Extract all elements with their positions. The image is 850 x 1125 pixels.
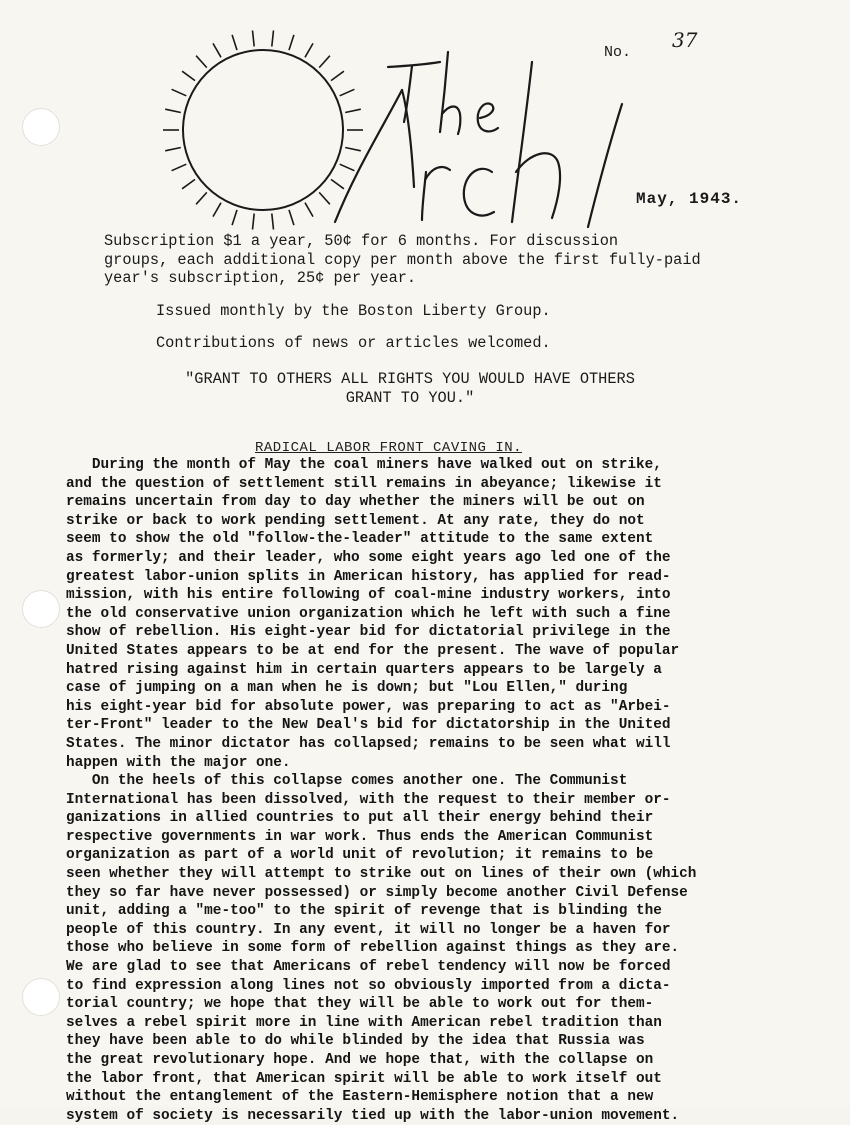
article-line: ganizations in allied countries to put all their energy behind their (66, 810, 654, 827)
article-line: show of rebellion. His eight-year bid for dictatorial privilege in the (66, 624, 671, 641)
sun-ray (305, 203, 313, 217)
article-line: States. The minor dictator has collapsed; remains to be seen what will (66, 735, 671, 752)
sun-ray (253, 31, 255, 47)
article-line: ter-Front" leader to the New Deal's bid for dictatorship in the United (66, 717, 671, 734)
publisher-line: Issued monthly by the Boston Liberty Group. (156, 302, 551, 320)
article-line: selves a rebel spirit more in line with American rebel tradition than (66, 1014, 662, 1031)
article-line: people of this country. In any event, it will no longer be a haven for (66, 921, 671, 938)
article-line: unit, adding a "me-too" to the spirit of revenge that is blinding the (66, 903, 662, 920)
article-line: hatred rising against him in certain quarters appears to be largely a (66, 661, 662, 678)
title-lettering (335, 52, 622, 227)
article-line: to find expression along lines not so obviously imported from a dicta- (66, 977, 671, 994)
sun-ray (345, 109, 361, 112)
article-line: they have been able to do while blinded by the idea that Russia was (66, 1033, 645, 1050)
sun-ray (340, 89, 355, 96)
subscription-info: Subscription $1 a year, 50¢ for 6 months. For discussion groups, each additional copy per month above the first fully-paid year's subscription, 25¢ per year. (104, 232, 701, 287)
issue-label: No. (604, 44, 632, 61)
article-line: International has been dissolved, with the request to their member or- (66, 791, 671, 808)
article-line: those who believe in some form of rebellion against things as they are. (66, 940, 680, 957)
article-line: torial country; we hope that they will be able to work out for them- (66, 996, 654, 1013)
article-body (66, 456, 826, 1125)
issue-date: May, 1943. (636, 190, 743, 208)
punch-hole (22, 108, 60, 146)
article-line: as formerly; and their leader, who some eight years ago led one of the (66, 549, 671, 566)
sun-ray (232, 210, 237, 225)
article-title: RADICAL LABOR FRONT CAVING IN. (255, 440, 523, 456)
article-line: without the entanglement of the Eastern-Hemisphere notion that a new (66, 1089, 654, 1106)
article-line: On the heels of this collapse comes another one. The Communist (66, 773, 628, 790)
sun-ray (213, 203, 221, 217)
motto: "GRANT TO OTHERS ALL RIGHTS YOU WOULD HAVE OTHERS GRANT TO YOU." (185, 370, 635, 407)
article-line: organization as part of a world unit of revolution; it remains to be (66, 847, 654, 864)
sun-ray (253, 214, 255, 230)
article-line: During the month of May the coal miners have walked out on strike, (66, 457, 662, 473)
article-line: United States appears to be at end for the present. The wave of popular (66, 642, 680, 659)
sun-ray (289, 35, 294, 50)
sun-ray (213, 43, 221, 57)
sun-ray (345, 148, 361, 151)
sun-ray (272, 214, 274, 230)
article-line: case of jumping on a man when he is down; but "Lou Ellen," during (66, 680, 628, 697)
article-line: remains uncertain from day to day whether the miners will be out on (66, 494, 645, 511)
sun-ray (272, 31, 274, 47)
sun-ray (305, 43, 313, 57)
article-line: mission, with his entire following of coal-mine industry workers, into (66, 587, 671, 604)
sun-ray (331, 71, 344, 80)
sun-ray (196, 192, 207, 204)
article-line: happen with the major one. (66, 754, 291, 771)
sun-ray (319, 192, 330, 204)
article-line: and the question of settlement still remains in abeyance; likewise it (66, 475, 662, 492)
sun-ray (196, 56, 207, 68)
sun-ray (331, 179, 344, 188)
sun-ray (182, 179, 195, 188)
sun-ray (340, 164, 355, 171)
sun-ray (319, 56, 330, 68)
sun-ray (289, 210, 294, 225)
article-line: We are glad to see that Americans of rebel tendency will now be forced (66, 959, 671, 976)
sun-ray (232, 35, 237, 50)
sun-ray (172, 89, 187, 96)
sun-ray (182, 71, 195, 80)
article-line: system of society is necessarily tied up with the labor-union movement. (66, 1107, 680, 1124)
article-line: they so far have never possessed) or simply become another Civil Defense (66, 884, 688, 901)
article-line: the labor front, that American spirit will be able to work itself out (66, 1070, 662, 1087)
sun-ray (172, 164, 187, 171)
masthead-logo (140, 22, 640, 232)
article-line: his eight-year bid for absolute power, was preparing to act as "Arbei- (66, 698, 671, 715)
article-line: seem to show the old "follow-the-leader" attitude to the same extent (66, 531, 654, 548)
article-line: seen whether they will attempt to strike out on lines of their own (which (66, 866, 697, 883)
sun-ray (165, 148, 181, 151)
article-line: the great revolutionary hope. And we hope that, with the collapse on (66, 1052, 654, 1068)
article-line: strike or back to work pending settlement. At any rate, they do not (66, 512, 645, 529)
sun-ray (165, 109, 181, 112)
sun-drawing (163, 31, 363, 230)
issue-number: 37 (672, 28, 698, 52)
contributions-line: Contributions of news or articles welcomed. (156, 334, 551, 352)
article-line: greatest labor-union splits in American history, has applied for read- (66, 568, 671, 585)
punch-hole (22, 590, 60, 628)
article-line: the old conservative union organization which he left with such a fine (66, 605, 671, 622)
punch-hole (22, 978, 60, 1016)
article-line: respective governments in war work. Thus ends the American Communist (66, 828, 654, 845)
